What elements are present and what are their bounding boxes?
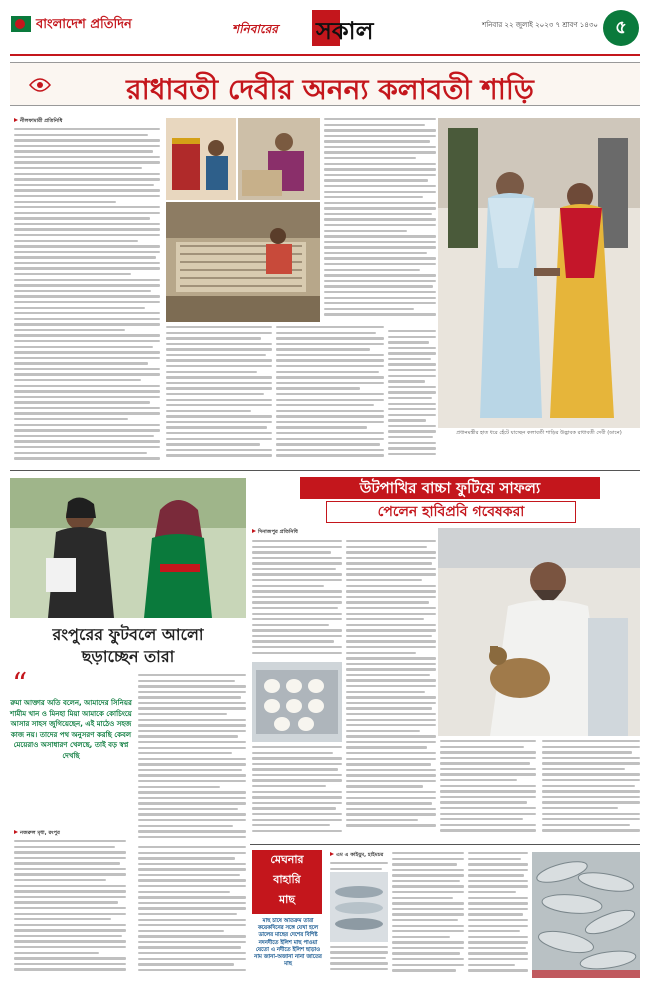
quote-mark-icon: “ [12, 667, 28, 702]
story2-column-4 [542, 740, 640, 840]
story2-main-photo [438, 528, 640, 736]
story3-column-1 [14, 840, 126, 978]
page-number-badge [603, 10, 639, 46]
story2-column-2 [346, 540, 436, 840]
story2-byline-block [252, 529, 372, 537]
story3-byline-block [14, 830, 134, 838]
story1-photo-caption: প্রধানমন্ত্রীর হাত ধরে হেঁটে যাচ্ছেন কলাবতী শাড়ির উদ্ভাবক রাধাবতী দেবী (ডানে) [456, 430, 622, 436]
story1-main-photo [438, 118, 640, 428]
story2-eggs-photo [252, 662, 342, 742]
divider-2 [250, 844, 640, 845]
story4-pull-quote: মাছ চাষে অতিক্রম তারা কয়েকদিনের সঙ্গে যেখা হলে ডালের মাছের দেশের বিশিষ্ট নদনদীতে ইলিশ মাছ পাওয়া যেতো এ নদীতে ইলিশ ছাড়াও নাম জানা-অজানা নানা জাতের মাছ [254, 918, 322, 968]
story4-fish-photo [532, 852, 640, 978]
masthead-logo-center [232, 8, 422, 48]
story4-headline-box [252, 850, 322, 914]
story2-headline-bar-1 [300, 477, 600, 499]
story1-headline-bar [10, 62, 640, 106]
story2-column-5 [252, 746, 342, 840]
story3-column-3 [138, 846, 246, 978]
story3-photo [10, 478, 246, 618]
story1-headline: রাধাবতী দেবীর অনন্য কলাবতী শাড়ি [126, 73, 534, 106]
story1-column-3 [276, 326, 384, 466]
story2-headline-bar-2 [326, 501, 576, 523]
page-number: ৫ [615, 17, 627, 38]
story3-quote: রুমা আক্তার অতি বলেন, আমাদের সিনিয়র শামীম খান ও মিনহা মিয়া আমাকে কোচিংয়ে আসার সাহস জুগিয়েছেন, এই মাঠেও সহজ কাজ নয়। তাদের পথ অনুসরণ করছি কেবল মেয়েরাও অসাধারণ খেলছে, তাই বড় স্বপ্ন দেখছি [10, 699, 132, 760]
story2-column-1 [252, 540, 342, 660]
story1-byline: নীলফামারী প্রতিনিধি [20, 118, 63, 124]
story1-column-2 [166, 326, 272, 466]
story3-quote-block [10, 667, 132, 824]
story4-fish-photo-small [330, 872, 388, 942]
story1-column-1 [14, 128, 160, 464]
story1-column-4 [324, 118, 436, 328]
story1-photo-weaving-1 [166, 118, 236, 200]
story2-headline-1: উটপাখির বাচ্চা ফুটিয়ে সাফল্য [359, 479, 541, 497]
story3-headline: রংপুরের ফুটবলে আলো ছড়াচ্ছেন তারা [52, 625, 204, 666]
story1-column-5 [388, 330, 436, 466]
masthead [0, 0, 650, 58]
story1-byline-block [14, 118, 164, 126]
masthead-date: শনিবার ২২ জুলাই ২০২৩ ৭ শ্রাবণ ১৪৩০ [482, 21, 598, 29]
logo-flag-icon [10, 14, 32, 36]
story2-byline: দিনাজপুর প্রতিনিধি [258, 529, 298, 535]
story4-headline-1: মেঘনার [270, 853, 304, 866]
logo-left-text: বাংলাদেশ প্রতিদিন [36, 17, 132, 32]
saree-ornament-icon [28, 73, 52, 97]
masthead-rule [10, 54, 640, 56]
story4-column-3 [468, 852, 528, 978]
divider-1 [10, 470, 640, 471]
logo-center-main: সকাল [316, 16, 374, 45]
story1-photo-weaving-2 [238, 118, 320, 200]
story1-photo-loom [166, 202, 320, 322]
story2-headline-2: পেলেন হাবিপ্রবি গবেষকরা [377, 504, 525, 520]
masthead-logo-left [10, 14, 132, 38]
story3-column-2 [138, 674, 246, 844]
story2-column-3 [440, 740, 536, 840]
story4-column-2 [392, 852, 464, 978]
story4-headline-3: মাছ [279, 893, 295, 906]
logo-center-prefix: শনিবারের [232, 22, 278, 36]
story3-byline: নজরুল মৃধা, রংপুর [20, 830, 60, 836]
story4-byline: এম এ কাইয়ুম, হাইমচর [336, 852, 384, 858]
story4-headline-2: বাহারি [273, 873, 301, 886]
